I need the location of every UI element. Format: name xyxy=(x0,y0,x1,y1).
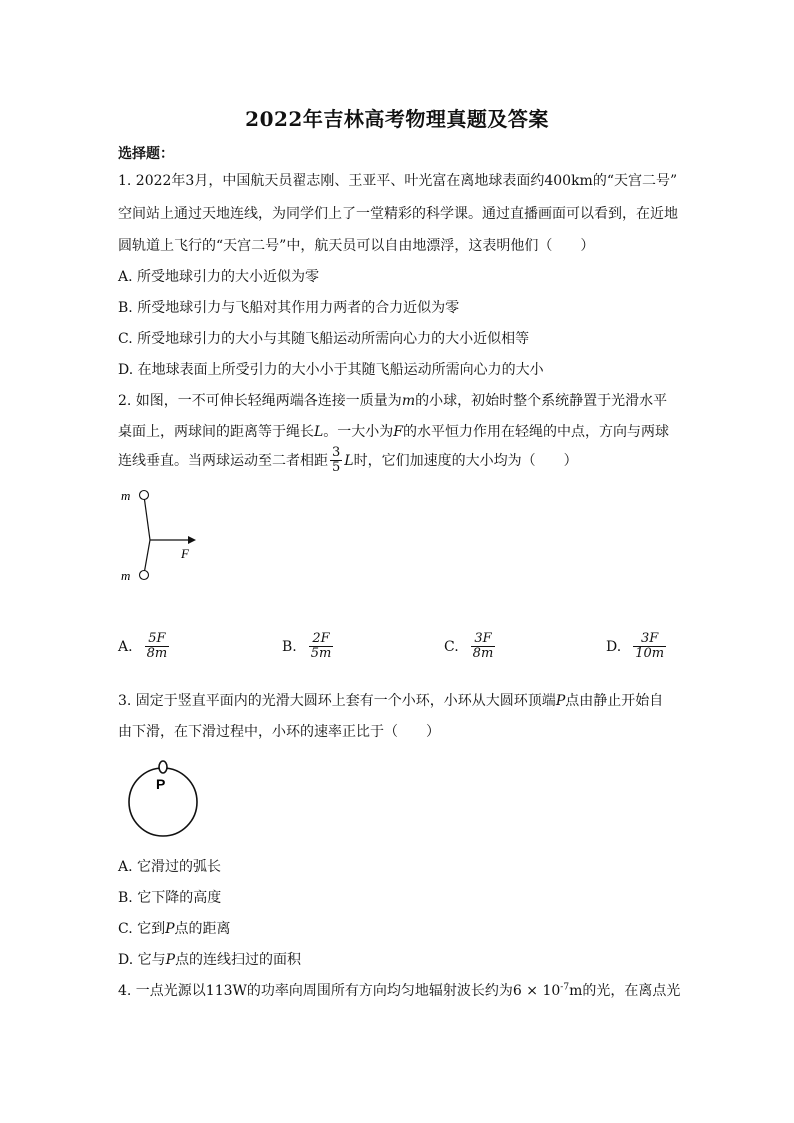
q3-line-1: 3. 固定于竖直平面内的光滑大圆环上套有一个小环，小环从大圆环顶端P点由静止开始自 xyxy=(118,693,664,709)
q1-option-a: A. 所受地球引力的大小近似为零 xyxy=(118,269,320,285)
q2-line-1: 2. 如图，一不可伸长轻绳两端各连接一质量为m的小球，初始时整个系统静置于光滑水平 xyxy=(118,393,668,409)
q3-option-c: C. 它到P点的距离 xyxy=(118,921,231,937)
q3-line-2: 由下滑，在下滑过程中，小环的速率正比于（ ） xyxy=(118,724,440,740)
q1-line-3: 圆轨道上飞行的“天宫二号”中，航天员可以自由地漂浮，这表明他们（ ） xyxy=(118,238,595,254)
q1-option-b: B. 所受地球引力与飞船对其作用力两者的合力近似为零 xyxy=(118,300,460,316)
q2-line-3: 连线垂直。当两球运动至二者相距 $\frac{3}{5}$ L时，它们加速度的大小均为（ ） xyxy=(118,445,578,476)
q1-option-c: C. 所受地球引力的大小与其随飞船运动所需向心力的大小近似相等 xyxy=(118,331,530,347)
rope-upper xyxy=(144,496,150,540)
circular-ring-figure xyxy=(118,752,208,844)
q1-line-1: 1. 2022年3月，中国航天员翟志刚、王亚平、叶光富在离地球表面约400km的“天宫二号” xyxy=(118,173,678,189)
q3-option-d: D. 它与P点的连线扫过的面积 xyxy=(118,952,302,968)
q2-option-b: B. $\frac{2F}{5m}$ xyxy=(282,631,332,662)
rope-lower xyxy=(144,540,150,574)
q1-line-2: 空间站上通过天地连线，为同学们上了一堂精彩的科学课。通过直播画面可以看到，在近地 xyxy=(118,206,678,222)
ball-bottom xyxy=(140,571,149,580)
small-ring xyxy=(159,761,167,773)
q2-option-d: D. $\frac{3F}{10m}$ xyxy=(606,631,665,662)
mass-label-top: m xyxy=(121,488,131,503)
fraction-three-fifths: $\frac{3}{5}$ xyxy=(332,445,341,476)
section-heading: 选择题： xyxy=(118,146,174,162)
force-arrow-head xyxy=(188,536,196,544)
q2-option-c: C. $\frac{3F}{8m}$ xyxy=(444,631,494,662)
q1-option-d: D. 在地球表面上所受引力的大小小于其随飞船运动所需向心力的大小 xyxy=(118,362,544,378)
q3-option-b: B. 它下降的高度 xyxy=(118,890,222,906)
force-label: F xyxy=(181,546,189,561)
two-ball-rope-figure xyxy=(118,484,208,584)
ball-top xyxy=(140,491,149,500)
q2-line-2: 桌面上，两球间的距离等于绳长L。一大小为F的水平恒力作用在轻绳的中点，方向与两球 xyxy=(118,424,670,440)
q2-option-a: A. $\frac{5F}{8m}$ xyxy=(118,631,168,662)
q4-line-1: 4. 一点光源以113W的功率向周围所有方向均匀地辐射波长约为$6 \times 10^{-7}m$的光，在离点光 xyxy=(118,982,681,999)
page-title: 2022年吉林高考物理真题及答案 xyxy=(245,107,549,131)
mass-label-bottom: m xyxy=(121,568,131,583)
q3-option-a: A. 它滑过的弧长 xyxy=(118,859,222,875)
point-p-label: P xyxy=(156,776,166,792)
